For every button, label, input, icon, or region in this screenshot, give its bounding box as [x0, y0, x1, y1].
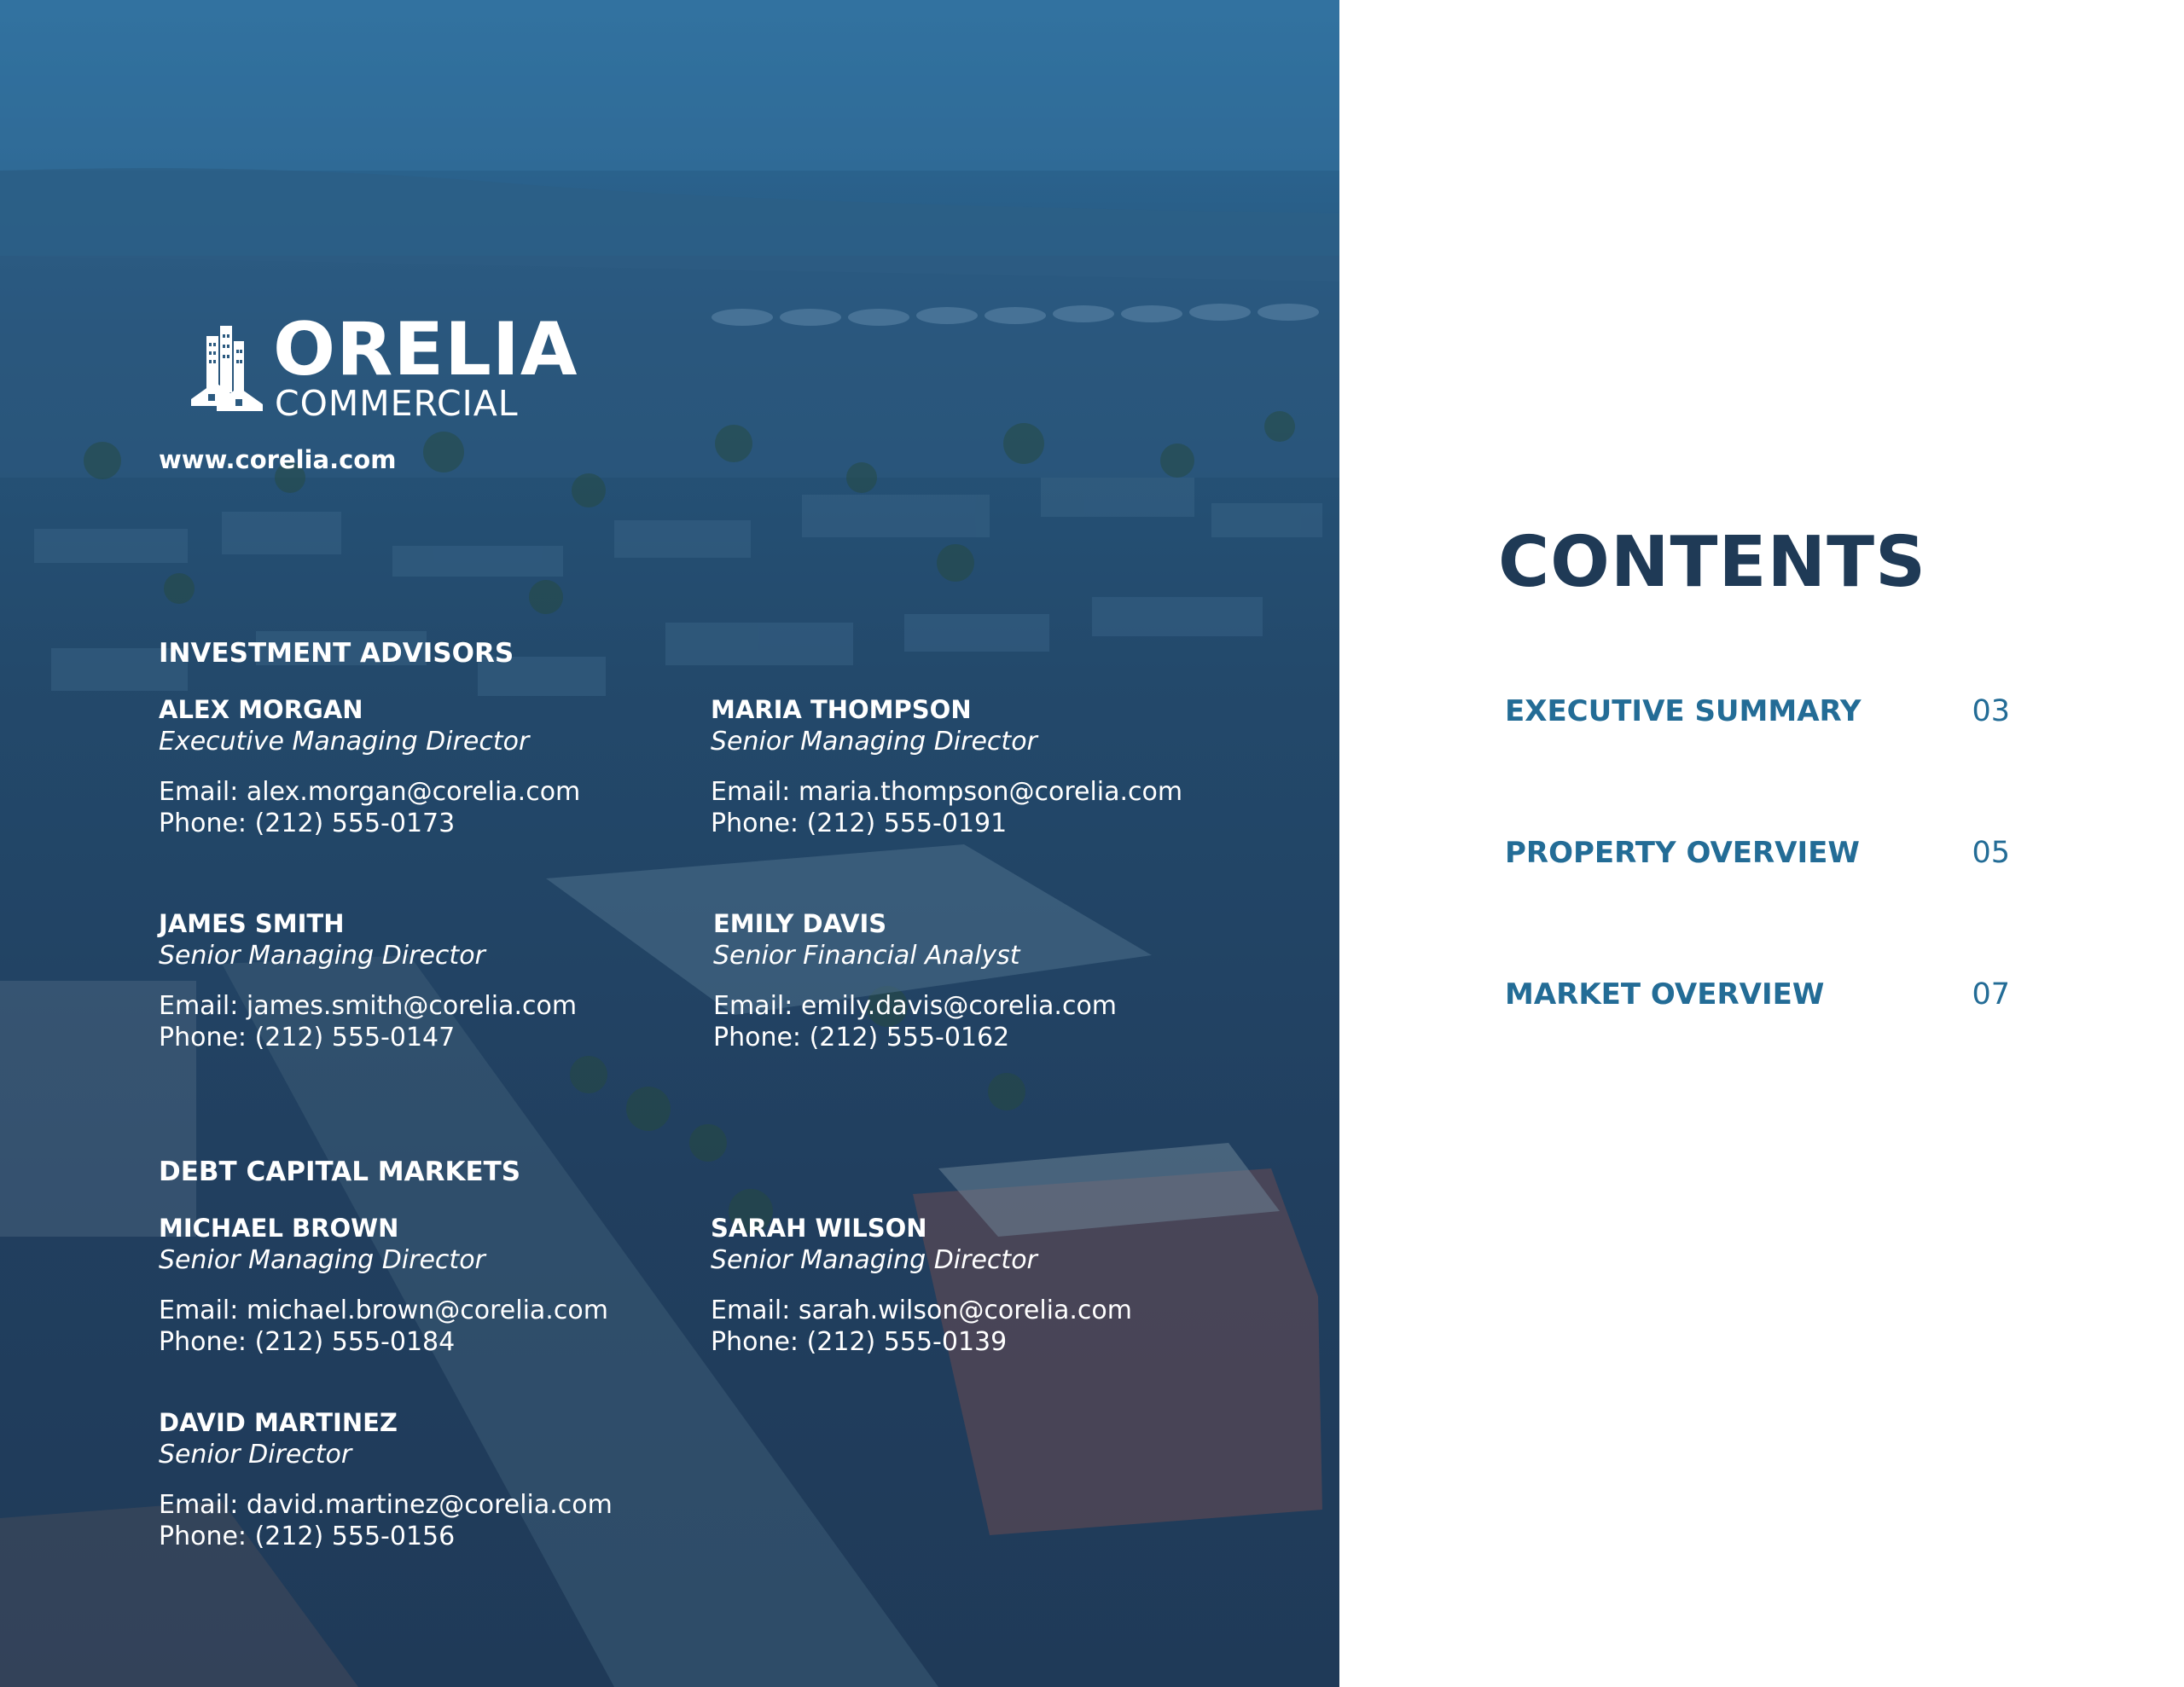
advisor-email[interactable]: Email: alex.morgan@corelia.com [159, 777, 581, 807]
advisor-card [159, 694, 705, 839]
toc-label: MARKET OVERVIEW [1505, 977, 1825, 1012]
advisor-name: JAMES SMITH [159, 909, 345, 938]
toc-item-executive-summary[interactable] [1505, 694, 2010, 732]
advisor-email[interactable]: Email: maria.thompson@corelia.com [711, 777, 1183, 807]
advisor-name: ALEX MORGAN [159, 695, 363, 724]
advisor-name: DAVID MARTINEZ [159, 1408, 398, 1437]
debt-capital-markets-heading: DEBT CAPITAL MARKETS [159, 1157, 521, 1187]
advisor-email[interactable]: Email: james.smith@corelia.com [159, 991, 578, 1021]
building-crescent-icon [157, 310, 268, 430]
toc-item-property-overview[interactable] [1505, 836, 2010, 873]
advisor-card [711, 694, 1257, 839]
advisor-title: Senior Financial Analyst [713, 941, 1020, 971]
advisor-email[interactable]: Email: michael.brown@corelia.com [159, 1296, 608, 1325]
website-link[interactable]: www.corelia.com [159, 445, 397, 474]
toc-label: EXECUTIVE SUMMARY [1505, 694, 1862, 728]
advisor-phone[interactable]: Phone: (212) 555-0184 [159, 1327, 456, 1357]
advisor-phone[interactable]: Phone: (212) 555-0191 [711, 809, 1008, 838]
toc-page-number: 05 [1972, 836, 2010, 870]
toc-page-number: 03 [1972, 694, 2010, 728]
advisor-phone[interactable]: Phone: (212) 555-0162 [713, 1023, 1010, 1052]
advisor-email[interactable]: Email: sarah.wilson@corelia.com [711, 1296, 1133, 1325]
advisor-title: Senior Managing Director [711, 727, 1037, 757]
toc-page-number: 07 [1972, 977, 2010, 1012]
advisor-phone[interactable]: Phone: (212) 555-0173 [159, 809, 456, 838]
brand-name: ORELIA [273, 307, 578, 392]
advisor-email[interactable]: Email: david.martinez@corelia.com [159, 1490, 613, 1520]
advisor-phone[interactable]: Phone: (212) 555-0156 [159, 1522, 456, 1551]
advisor-card [711, 1213, 1257, 1358]
toc-item-market-overview[interactable] [1505, 977, 2010, 1015]
contents-title: CONTENTS [1498, 522, 1927, 603]
advisor-title: Senior Managing Director [159, 1245, 485, 1275]
advisor-title: Senior Managing Director [711, 1245, 1037, 1275]
brand-logo [157, 307, 578, 430]
toc-label: PROPERTY OVERVIEW [1505, 836, 1860, 870]
advisor-phone[interactable]: Phone: (212) 555-0147 [159, 1023, 456, 1052]
advisor-name: SARAH WILSON [711, 1214, 927, 1243]
advisor-card [159, 908, 705, 1053]
advisor-name: MARIA THOMPSON [711, 695, 972, 724]
advisor-card [713, 908, 1259, 1053]
advisor-card [159, 1407, 705, 1552]
advisor-title: Senior Director [159, 1440, 352, 1470]
advisor-title: Senior Managing Director [159, 941, 485, 971]
investment-advisors-heading: INVESTMENT ADVISORS [159, 638, 514, 669]
advisor-name: EMILY DAVIS [713, 909, 887, 938]
advisor-name: MICHAEL BROWN [159, 1214, 399, 1243]
advisor-phone[interactable]: Phone: (212) 555-0139 [711, 1327, 1008, 1357]
advisor-card [159, 1213, 705, 1358]
brand-subtitle: COMMERCIAL [275, 383, 519, 424]
advisor-email[interactable]: Email: emily.davis@corelia.com [713, 991, 1118, 1021]
advisor-title: Executive Managing Director [159, 727, 530, 757]
